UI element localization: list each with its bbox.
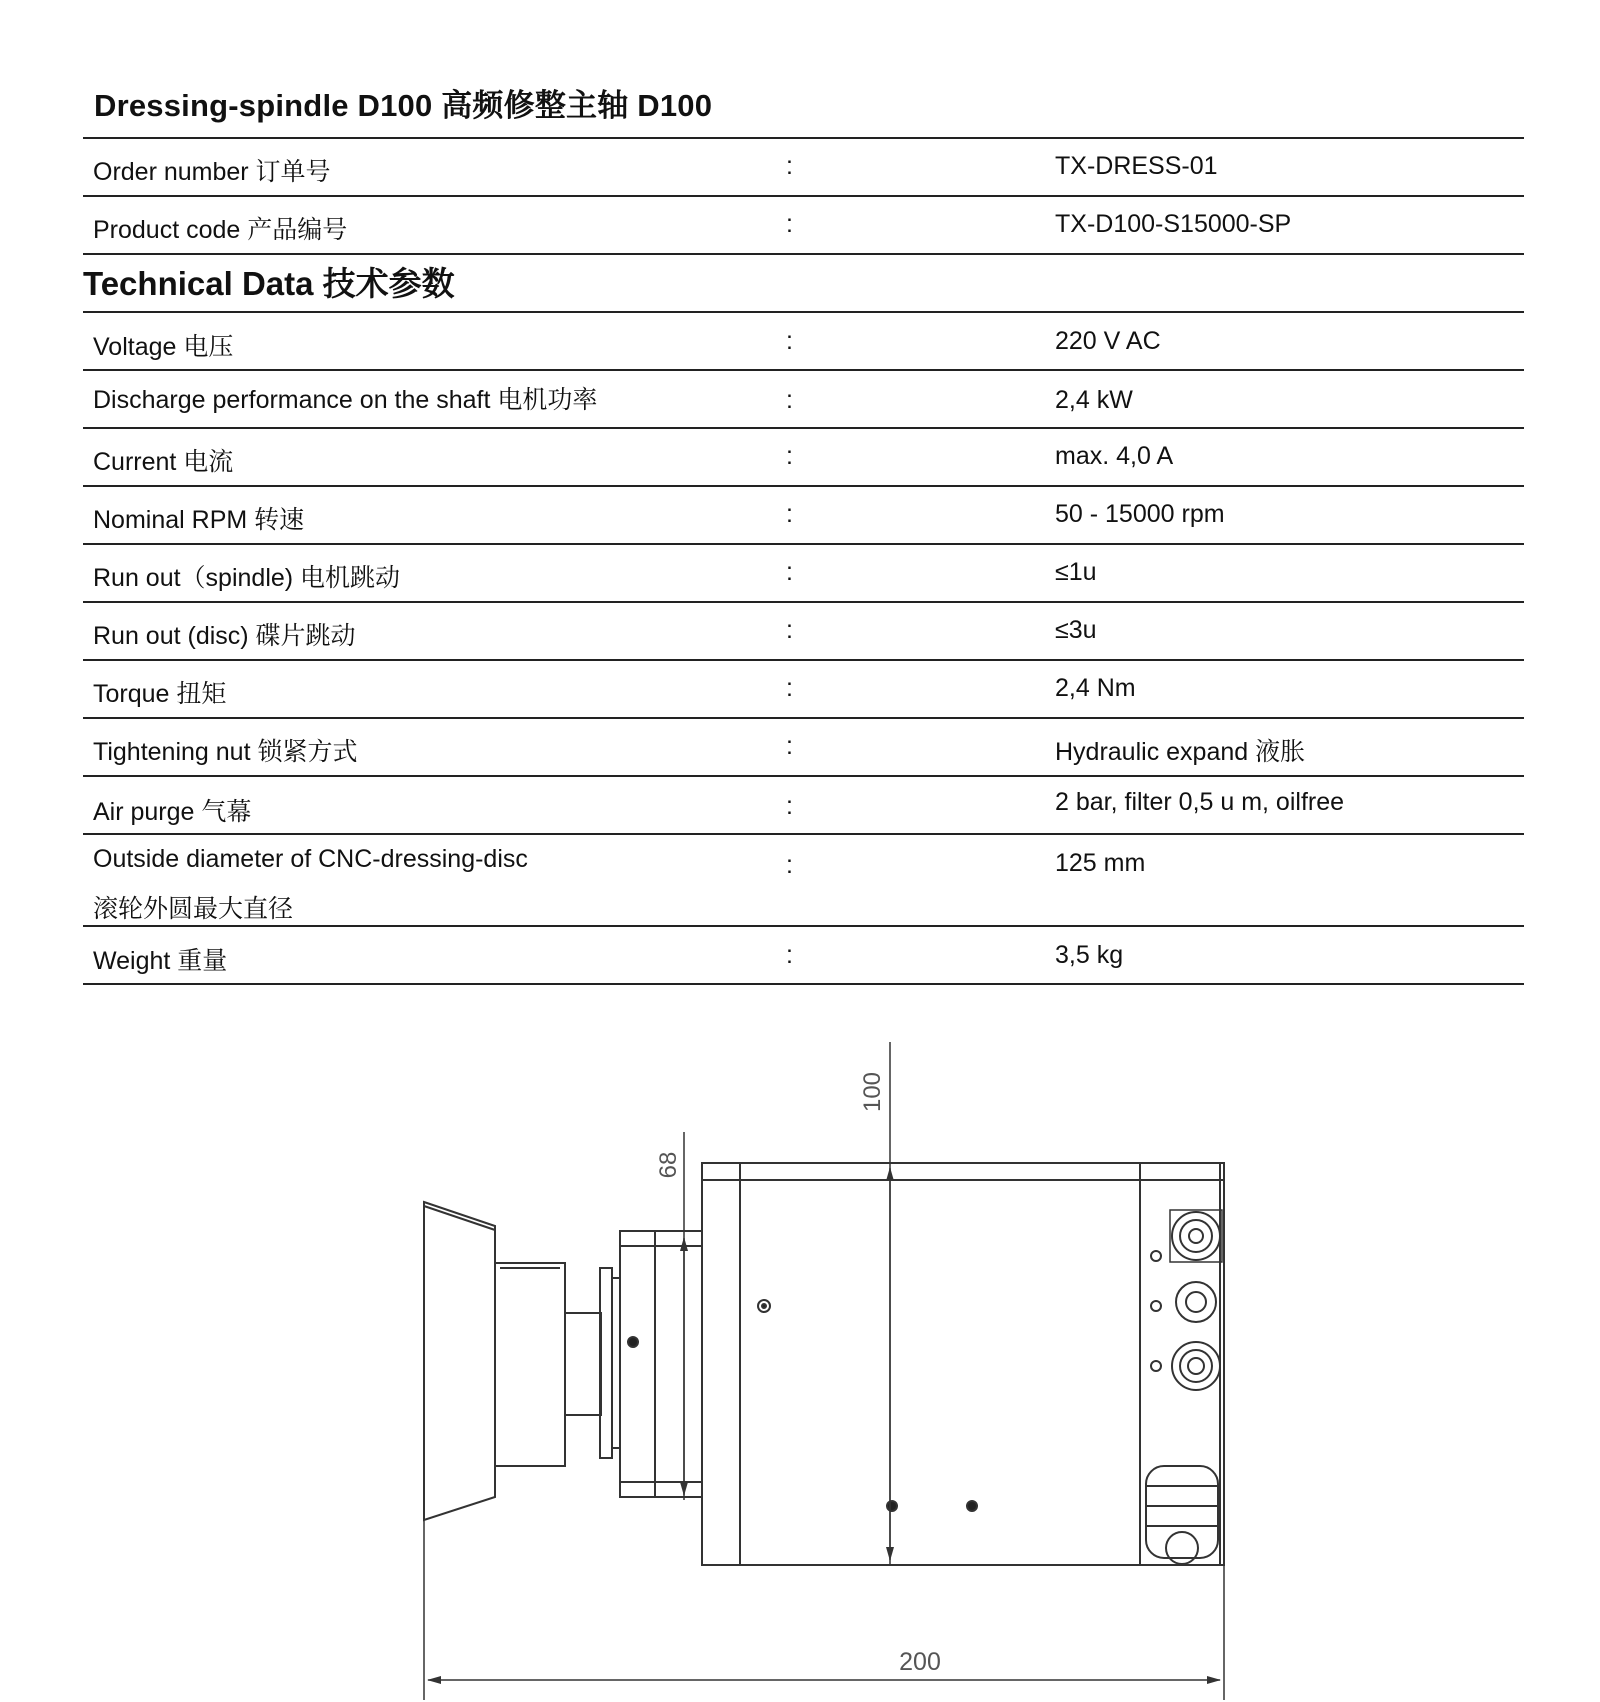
table-rule [83, 427, 1524, 429]
row-colon: : [786, 386, 793, 414]
row-colon: : [786, 792, 793, 820]
row-label: Air purge 气幕 [93, 798, 252, 826]
table-rule [83, 137, 1524, 139]
row-value: 50 - 15000 rpm [1055, 500, 1225, 528]
table-rule [83, 311, 1524, 313]
row-value: 125 mm [1055, 849, 1146, 877]
row-label: Weight 重量 [93, 947, 228, 975]
table-rule [83, 983, 1524, 985]
row-label: Torque 扭矩 [93, 680, 227, 708]
row-value: 2,4 Nm [1055, 674, 1136, 702]
table-rule [83, 925, 1524, 927]
table-rule [83, 369, 1524, 371]
dim-label-100: 100 [859, 1071, 886, 1113]
table-rule [83, 485, 1524, 487]
dimension-200 [424, 1520, 1224, 1700]
row-label: Discharge performance on the shaft 电机功率 [93, 386, 598, 414]
row-label: Outside diameter of CNC-dressing-disc [93, 845, 528, 873]
table-rule [83, 659, 1524, 661]
row-value: max. 4,0 A [1055, 442, 1174, 470]
section-title: Technical Data 技术参数 [83, 265, 455, 302]
row-label: Run out（spindle) 电机跳动 [93, 564, 401, 592]
table-rule [83, 601, 1524, 603]
row-colon: : [786, 210, 793, 238]
row-colon: : [786, 500, 793, 528]
row-colon: : [786, 732, 793, 760]
table-rule [83, 775, 1524, 777]
row-label: Voltage 电压 [93, 333, 234, 361]
row-value: 2,4 kW [1055, 386, 1133, 414]
table-rule [83, 253, 1524, 255]
row-colon: : [786, 558, 793, 586]
dim-label-68: 68 [655, 1151, 682, 1179]
row-colon: : [786, 442, 793, 470]
row-colon: : [786, 327, 793, 355]
cable-gland [1146, 1466, 1218, 1564]
table-rule [83, 195, 1524, 197]
row-label-secondary: 滚轮外圆最大直径 [93, 895, 294, 923]
row-value: TX-D100-S15000-SP [1055, 210, 1292, 238]
dim-label-200: 200 [899, 1648, 941, 1676]
row-value: 2 bar, filter 0,5 u m, oilfree [1055, 788, 1345, 816]
row-label: Current 电流 [93, 448, 234, 476]
spindle-shaft [565, 1268, 620, 1458]
row-value: TX-DRESS-01 [1055, 152, 1218, 180]
page-title: Dressing-spindle D100 高频修整主轴 D100 [94, 88, 713, 123]
row-value: ≤3u [1055, 616, 1097, 644]
spindle-technical-drawing [0, 1000, 1600, 1702]
table-rule [83, 717, 1524, 719]
dressing-disc [424, 1202, 495, 1520]
row-colon: : [786, 674, 793, 702]
row-colon: : [786, 941, 793, 969]
row-colon: : [786, 851, 793, 879]
table-rule [83, 543, 1524, 545]
row-colon: : [786, 616, 793, 644]
row-label: Tightening nut 锁紧方式 [93, 738, 358, 766]
row-value: 3,5 kg [1055, 941, 1124, 969]
table-rule [83, 833, 1524, 835]
row-label: Order number 订单号 [93, 158, 331, 186]
disc-hub [495, 1263, 565, 1466]
spindle-flange [620, 1231, 702, 1497]
connector-top [1151, 1210, 1222, 1262]
row-label: Run out (disc) 碟片跳动 [93, 622, 356, 650]
row-label: Nominal RPM 转速 [93, 506, 305, 534]
row-label: Product code 产品编号 [93, 216, 348, 244]
row-value: Hydraulic expand 液胀 [1055, 738, 1306, 766]
row-colon: : [786, 152, 793, 180]
row-value: ≤1u [1055, 558, 1097, 586]
connector-middle [1151, 1282, 1216, 1322]
row-value: 220 V AC [1055, 327, 1161, 355]
connector-bottom [1151, 1342, 1220, 1390]
